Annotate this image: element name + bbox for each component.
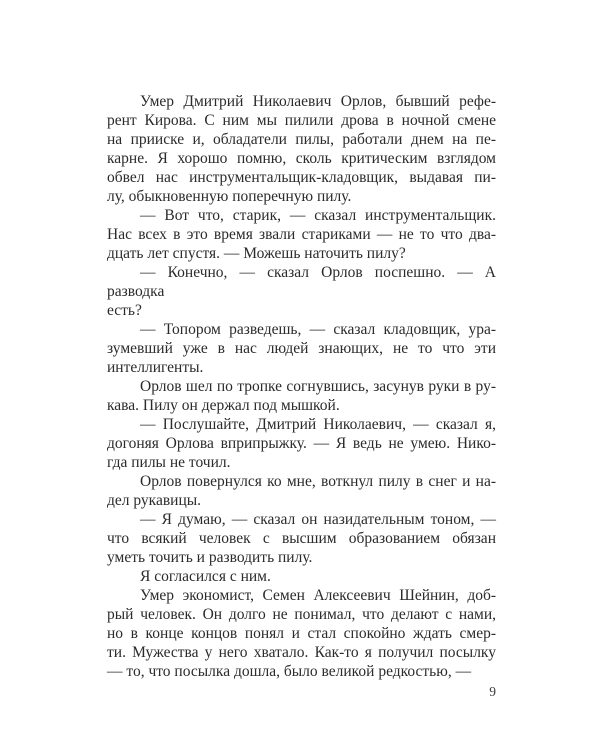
paragraph — [107, 206, 496, 263]
page-number: 9 — [489, 684, 496, 699]
text-line: но в конце концов понял и стал спокойно ждать смер- — [107, 625, 496, 642]
text-line: зумевший уже в нас людей знающих, не то что эти — [107, 340, 496, 357]
text-line: дцать лет спустя. — Можешь наточить пилу? — [107, 245, 406, 262]
text-line: Орлов шел по тропке согнувшись, засунув руки в ру- — [140, 378, 496, 395]
paragraph — [107, 377, 496, 415]
text-line: рент Кирова. С ним мы пилили дрова в ночной смене — [107, 112, 496, 129]
text-line: уметь точить и разводить пилу. — [107, 549, 313, 566]
text-line: — Конечно, — сказал Орлов поспешно. — А разводка — [107, 264, 496, 300]
text-line: на прииске и, обладатели пилы, работали днем на пе- — [107, 131, 496, 148]
text-line: — Я думаю, — сказал он назидательным тоном, — — [140, 511, 496, 528]
text-line: догоняя Орлова вприпрыжку. — Я ведь не умею. Нико- — [107, 435, 496, 452]
text-line: Умер экономист, Семен Алексеевич Шейнин, доб- — [140, 587, 496, 604]
paragraph — [107, 472, 496, 510]
text-line: рый человек. Он долго не понимал, что делают с нами, — [107, 606, 496, 623]
text-line: что всякий человек с высшим образованием обязан — [107, 530, 496, 547]
paragraph — [107, 567, 496, 586]
text-line: — то, что посылка дошла, было великой редкостью, — — [107, 663, 472, 680]
text-line: Нас всех в это время звали стариками — не то что два- — [107, 226, 496, 243]
text-line: — Топором разведешь, — сказал кладовщик, ура- — [140, 321, 496, 338]
paragraph — [107, 92, 496, 206]
text-line: ти. Мужества у него хватало. Как-то я получил посылку — [107, 644, 496, 661]
text-line: обвел нас инструментальщик-кладовщик, выдавая пи- — [107, 169, 496, 186]
text-line: интеллигенты. — [107, 359, 204, 376]
text-line: Умер Дмитрий Николаевич Орлов, бывший рефе- — [140, 93, 496, 110]
paragraph — [107, 586, 496, 681]
text-line: — Послушайте, Дмитрий Николаевич, — сказал я, — [140, 416, 496, 433]
text-line: Орлов повернулся ко мне, воткнул пилу в снег и на- — [140, 473, 496, 490]
text-line: гда пилы не точил. — [107, 454, 231, 471]
paragraph — [107, 263, 496, 320]
text-line: Я согласился с ним. — [140, 568, 271, 585]
text-line: лу, обыкновенную поперечную пилу. — [107, 188, 352, 205]
text-line: — Вот что, старик, — сказал инструментальщик. — [140, 207, 496, 224]
text-block — [107, 92, 496, 681]
paragraph — [107, 415, 496, 472]
paragraph — [107, 320, 496, 377]
text-line: карне. Я хорошо помню, сколь критическим взглядом — [107, 150, 496, 167]
text-line: есть? — [107, 302, 142, 319]
text-line: кава. Пилу он держал под мышкой. — [107, 397, 340, 414]
text-line: дел рукавицы. — [107, 492, 202, 509]
paragraph — [107, 510, 496, 567]
